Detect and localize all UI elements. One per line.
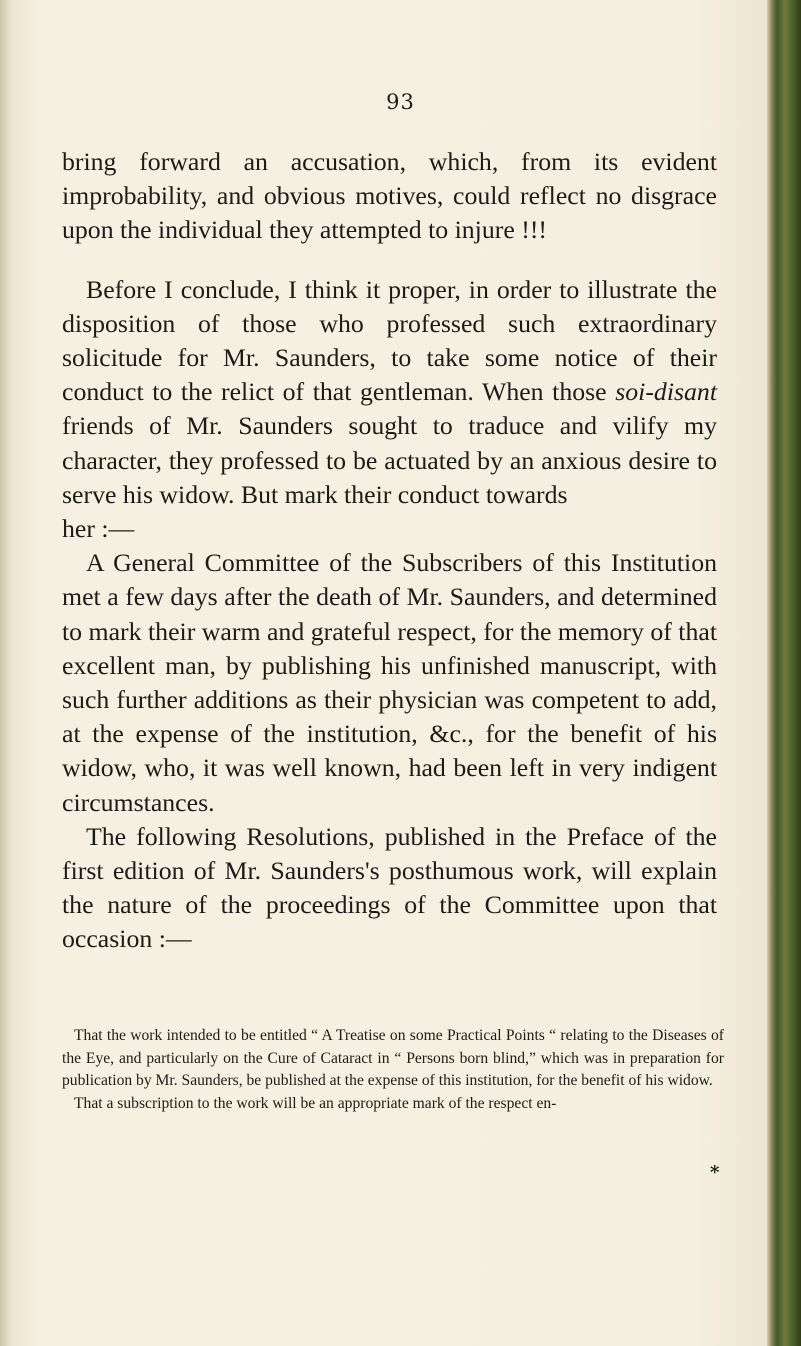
footnote bbox=[62, 1025, 724, 1115]
body-text bbox=[62, 145, 717, 957]
paragraph-4: A General Committee of the Subscribers of this Institution met a few days after the death of Mr. Saunders, and determined to mark their warm and grateful respect, for the memory of that excellent man, by publishing his unfinished manuscript, with such further additions as their physician was competent to add, at the expense of the institution, &c., for the benefit of his widow, who, it was well known, had been left in very indigent circumstances. bbox=[62, 548, 717, 817]
catchword: * bbox=[710, 1162, 720, 1183]
page-gutter bbox=[0, 0, 12, 1346]
paragraph-1: bring forward an accusation, which, from its evident improbability, and obvious motives, could reflect no disgrace upon the individual they attempted to injure !!! bbox=[62, 147, 717, 245]
paragraph-5: The following Resolutions, published in the Preface of the first edition of Mr. Saunders's posthumous work, will explain the nature of the proceedings of the Committee upon that occasion :— bbox=[62, 821, 717, 954]
page-number: 93 bbox=[386, 90, 415, 114]
paragraph-2-end: friends of Mr. Saunders sought to traduce and vilify my character, they professed to be actuated by an anxious desire to serve his widow. But mark their conduct towards bbox=[62, 411, 717, 509]
paragraph-3: her :— bbox=[62, 514, 135, 544]
paragraph-2-start: Before I conclude, I think it proper, in order to illustrate the disposition of those who professed such extraordinary solicitude for Mr. Saunders, to take some notice of their conduct to the relict of that gentleman. When those bbox=[62, 274, 717, 407]
footnote-paragraph-2: That a subscription to the work will be an appropriate mark of the respect en- bbox=[74, 1094, 557, 1112]
paragraph-2 bbox=[62, 273, 717, 512]
book-cover-edge bbox=[767, 0, 801, 1346]
footnote-paragraph-1: That the work intended to be entitled “ A Treatise on some Practical Points “ relating to the Diseases of the Eye, and particularly on the Cure of Cataract in “ Persons born blind,” which was in preparation for publication by Mr. Saunders, be published at the expense of this institution, for the benefit of his widow. bbox=[62, 1027, 724, 1090]
paragraph-2-italic: soi-disant bbox=[615, 377, 717, 407]
